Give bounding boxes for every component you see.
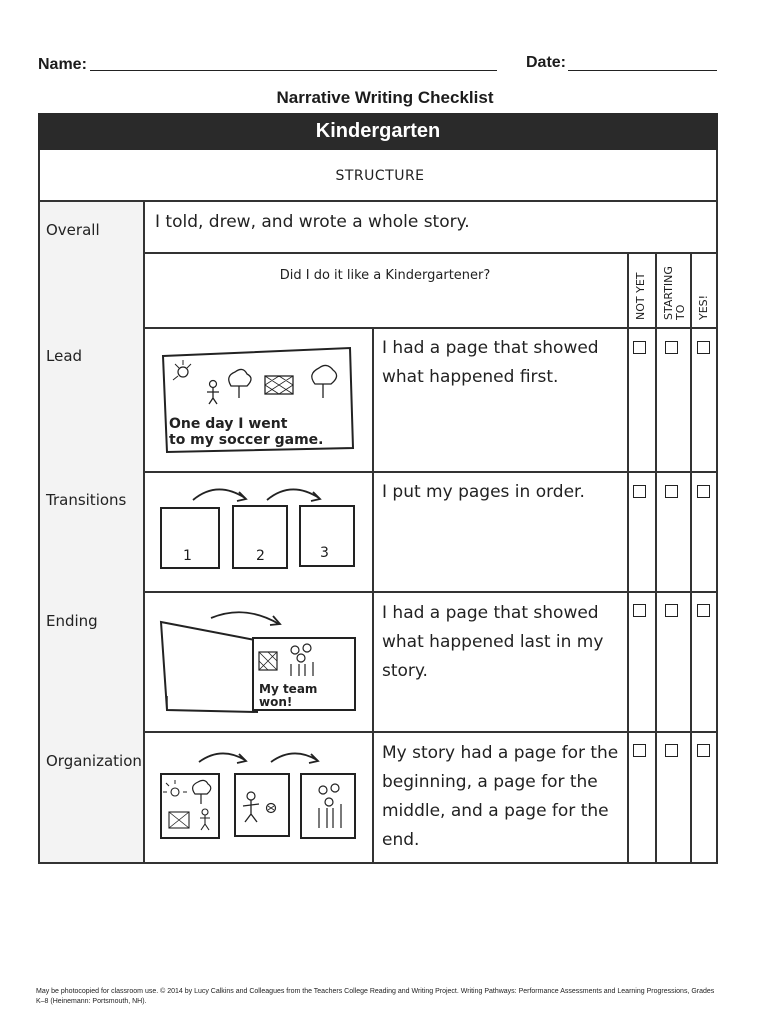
lead-caption-line1: One day I went [169, 416, 288, 432]
lead-caption-line2: to my soccer game. [169, 432, 324, 448]
ending-not-yet-checkbox[interactable] [633, 604, 646, 617]
grade-title: Kindergarten [315, 120, 441, 142]
transitions-illustration [155, 478, 360, 583]
lead-yes-checkbox[interactable] [697, 341, 710, 354]
row-text-ending: I had a page that showed what happened last in my story. [382, 603, 604, 681]
transitions-yes-checkbox[interactable] [697, 485, 710, 498]
row-label-organization: Organization [46, 752, 142, 770]
lead-illustration [155, 340, 360, 460]
transitions-not-yet-checkbox[interactable] [633, 485, 646, 498]
ending-caption-line1: My team [259, 682, 318, 696]
lead-not-yet-checkbox[interactable] [633, 341, 646, 354]
ending-yes-checkbox[interactable] [697, 604, 710, 617]
grade-banner [38, 113, 718, 150]
name-line[interactable] [90, 70, 497, 71]
organization-starting-to-checkbox[interactable] [665, 744, 678, 757]
row-text-lead: I had a page that showed what happened first. [382, 338, 599, 387]
ending-illustration [155, 604, 360, 719]
row-text-organization: My story had a page for the beginning, a page for the middle, and a page for the end. [382, 743, 619, 850]
organization-illustration [155, 744, 360, 854]
checklist-title: Narrative Writing Checklist [276, 88, 494, 107]
column-not-yet: NOT YET [634, 272, 647, 320]
name-label: Name: [38, 56, 87, 73]
row-label-transitions: Transitions [46, 491, 127, 509]
organization-yes-checkbox[interactable] [697, 744, 710, 757]
column-yes: YES! [697, 294, 710, 320]
page-number-1: 1 [183, 548, 192, 564]
date-label: Date: [526, 54, 567, 71]
organization-not-yet-checkbox[interactable] [633, 744, 646, 757]
lead-starting-to-checkbox[interactable] [665, 341, 678, 354]
page-number-2: 2 [256, 548, 265, 564]
ending-caption-line2: won! [259, 695, 293, 709]
row-label-lead: Lead [46, 347, 83, 365]
page-number-3: 3 [320, 545, 329, 561]
ending-starting-to-checkbox[interactable] [665, 604, 678, 617]
question-text: Did I do it like a Kindergartener? [279, 268, 491, 283]
transitions-starting-to-checkbox[interactable] [665, 485, 678, 498]
overall-text: I told, drew, and wrote a whole story. [155, 212, 470, 232]
date-line[interactable] [568, 70, 717, 71]
row-label-ending: Ending [46, 612, 98, 630]
overall-label: Overall [46, 221, 100, 239]
row-text-transitions: I put my pages in order. [382, 482, 585, 502]
section-heading: STRUCTURE [335, 168, 425, 184]
column-starting-to: STARTING TO [662, 266, 687, 320]
copyright-footer: May be photocopied for classroom use. © 2014 by Lucy Calkins and Colleagues from the Teachers College Reading and Writing Project. Writing Pathways: Performance Assessments and Learning Progressions, Grades K–8 (Heinemann: Portsmouth, NH). [36, 988, 715, 1005]
